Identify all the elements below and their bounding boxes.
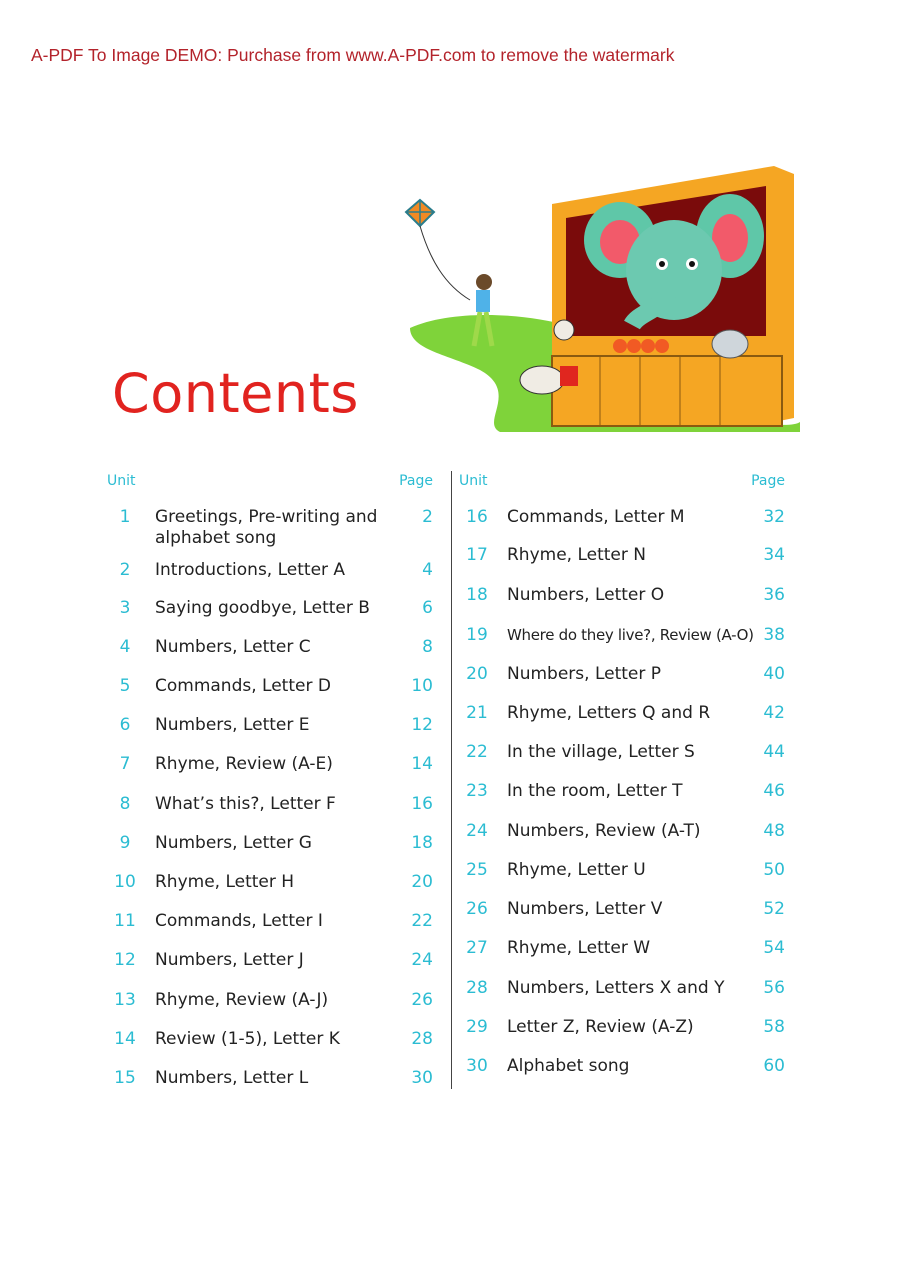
unit-title: Alphabet song: [507, 1056, 630, 1076]
page-number: 14: [411, 754, 433, 774]
page-number: 28: [411, 1029, 433, 1049]
page-number: 54: [763, 938, 785, 958]
unit-title: Numbers, Letter E: [155, 715, 310, 735]
unit-number: 27: [466, 938, 488, 958]
unit-title: What’s this?, Letter F: [155, 794, 336, 814]
page-number: 20: [411, 872, 433, 892]
unit-title: Numbers, Letters X and Y: [507, 978, 725, 998]
unit-number: 28: [466, 978, 488, 998]
page-number: 40: [763, 664, 785, 684]
page-number: 12: [411, 715, 433, 735]
unit-title: Numbers, Letter J: [155, 950, 304, 970]
unit-title: Commands, Letter D: [155, 676, 331, 696]
unit-number: 2: [119, 560, 131, 580]
page-number: 22: [411, 911, 433, 931]
unit-title: Introductions, Letter A: [155, 560, 346, 580]
unit-title: Numbers, Letter P: [507, 664, 662, 684]
page-number: 58: [763, 1017, 785, 1037]
unit-title: Rhyme, Review (A-J): [155, 990, 329, 1010]
unit-number: 19: [466, 625, 488, 645]
unit-title: Saying goodbye, Letter B: [155, 598, 370, 618]
unit-title: Rhyme, Letter U: [507, 860, 646, 880]
page-number: 48: [763, 821, 785, 841]
page-number: 36: [763, 585, 785, 605]
watermark-text: A-PDF To Image DEMO: Purchase from www.A-PDF.com to remove the watermark: [31, 45, 675, 65]
unit-number: 22: [466, 742, 488, 762]
unit-number: 10: [114, 872, 136, 892]
unit-number: 25: [466, 860, 488, 880]
unit-title: Rhyme, Letter W: [507, 938, 651, 958]
page-number: 10: [411, 676, 433, 696]
unit-number: 21: [466, 703, 488, 723]
page-number: 42: [763, 703, 785, 723]
unit-number: 1: [119, 507, 131, 527]
unit-number: 7: [119, 754, 131, 774]
page-number: 38: [763, 625, 785, 645]
unit-title: Rhyme, Letter H: [155, 872, 295, 892]
page-header: Page: [399, 473, 433, 489]
unit-title: Numbers, Letter G: [155, 833, 312, 853]
unit-title: Numbers, Review (A-T): [507, 821, 701, 841]
page-number: 46: [763, 781, 785, 801]
page-number: 32: [763, 507, 785, 527]
page-number: 18: [411, 833, 433, 853]
page-number: 24: [411, 950, 433, 970]
unit-title: Commands, Letter I: [155, 911, 323, 931]
page-number: 6: [422, 598, 433, 618]
page-number: 2: [422, 507, 433, 527]
contents-left-column: [107, 470, 437, 1088]
unit-number: 26: [466, 899, 488, 919]
unit-title: Numbers, Letter V: [507, 899, 663, 919]
page-number: 56: [763, 978, 785, 998]
unit-number: 13: [114, 990, 136, 1010]
column-divider: [451, 471, 452, 1089]
unit-title: Letter Z, Review (A-Z): [507, 1017, 694, 1037]
unit-title: Numbers, Letter O: [507, 585, 665, 605]
unit-number: 20: [466, 664, 488, 684]
page-number: 4: [422, 560, 433, 580]
unit-number: 17: [466, 545, 488, 565]
unit-number: 6: [119, 715, 131, 735]
unit-number: 24: [466, 821, 488, 841]
unit-title: In the village, Letter S: [507, 742, 695, 762]
unit-number: 11: [114, 911, 136, 931]
page-number: 52: [763, 899, 785, 919]
unit-number: 29: [466, 1017, 488, 1037]
page-title: Contents: [112, 362, 359, 425]
unit-number: 23: [466, 781, 488, 801]
unit-number: 16: [466, 507, 488, 527]
unit-title: Rhyme, Letters Q and R: [507, 703, 711, 723]
unit-header: Unit: [107, 473, 136, 489]
unit-title: Numbers, Letter L: [155, 1068, 309, 1088]
unit-title: Commands, Letter M: [507, 507, 685, 527]
page-number: 16: [411, 794, 433, 814]
unit-title: Numbers, Letter C: [155, 637, 311, 657]
unit-number: 4: [119, 637, 131, 657]
column-header: [459, 470, 789, 492]
unit-number: 8: [119, 794, 131, 814]
unit-title: Rhyme, Review (A-E): [155, 754, 333, 774]
unit-header: Unit: [459, 473, 488, 489]
unit-number: 9: [119, 833, 131, 853]
page-number: 50: [763, 860, 785, 880]
page-number: 26: [411, 990, 433, 1010]
page-number: 60: [763, 1056, 785, 1076]
unit-number: 3: [119, 598, 131, 618]
unit-number: 18: [466, 585, 488, 605]
page-number: 8: [422, 637, 433, 657]
column-header: [107, 470, 437, 492]
unit-title: Where do they live?, Review (A-O): [507, 626, 754, 644]
unit-number: 14: [114, 1029, 136, 1049]
unit-number: 12: [114, 950, 136, 970]
unit-number: 15: [114, 1068, 136, 1088]
unit-title: Review (1-5), Letter K: [155, 1029, 340, 1049]
unit-number: 5: [119, 676, 131, 696]
contents-right-column: [459, 470, 789, 1076]
page-number: 30: [411, 1068, 433, 1088]
page-number: 44: [763, 742, 785, 762]
unit-number: 30: [466, 1056, 488, 1076]
unit-title: Rhyme, Letter N: [507, 545, 647, 565]
page-number: 34: [763, 545, 785, 565]
unit-title: Greetings, Pre-writing and alphabet song: [155, 507, 378, 548]
unit-title: In the room, Letter T: [507, 781, 683, 801]
page-header: Page: [751, 473, 785, 489]
elephant-shop-illustration: [370, 160, 810, 440]
